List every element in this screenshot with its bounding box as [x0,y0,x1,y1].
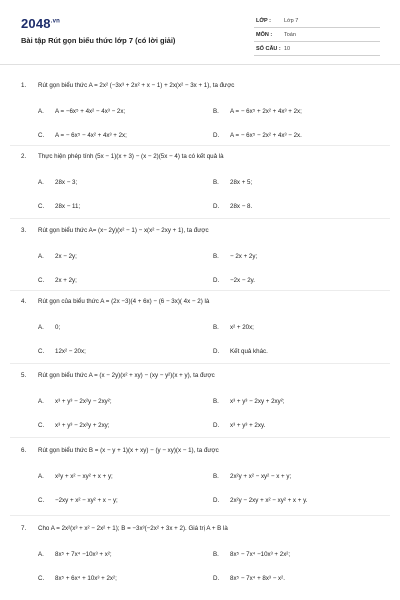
option-label: B. [213,551,219,558]
option-text: 8x⁵ + 6x⁴ + 10x³ + 2x²; [55,575,117,582]
meta-value: Lớp 7 [284,18,299,24]
option-text: x³ + y³ − 2x²y + 2xy; [55,422,110,429]
question [0,372,400,432]
option-text: x² + 20x; [230,324,254,331]
option-label: D. [213,497,220,504]
question-text: Rút gọn biểu thức A = (x − 2y)(x² + xy) − (xy − y²)(x + y), ta được [38,372,215,379]
question-number: 2. [21,153,27,160]
meta-label: MÔN : [256,32,273,38]
option-label: D. [213,422,220,429]
question [0,447,400,507]
question-text: Thực hiện phép tính (5x − 1)(x + 3) − (x − 2)(5x − 4) ta có kết quả là [38,153,224,160]
question-text: Rút gọn biểu thức A= (x− 2y)(x² − 1) − x(x² − 2xy + 1), ta được [38,227,209,234]
option-text: x³ + y³ + 2xy. [230,422,266,429]
meta-row-subject [254,29,380,42]
question-text: Rút gọn biểu thức B = (x − y + 1)(x + xy) − (y − xy)(x − 1), ta được [38,447,219,454]
option-text: x³ + y³ − 2xy + 2xy²; [230,398,285,405]
option-label: A. [38,473,44,480]
option-text: − 2x + 2y; [230,253,258,260]
option-label: C. [38,497,45,504]
option-label: C. [38,203,45,210]
logo-text: 2048 [21,16,51,31]
meta-value: Toán [284,32,296,38]
option-label: D. [213,203,220,210]
document-header [0,0,400,64]
question-number: 4. [21,298,27,305]
meta-label: SỐ CÂU : [256,46,281,52]
option-text: 0; [55,324,61,331]
option-label: A. [38,324,44,331]
question-number: 1. [21,82,27,89]
question-divider [10,363,390,364]
header-divider [0,64,400,65]
option-label: D. [213,277,220,284]
option-label: B. [213,179,219,186]
option-text: 28x − 8. [230,203,253,210]
question-text: Rút gọn biểu thức A = 2x² (−3x³ + 2x² + x − 1) + 2x(x² − 3x + 1), ta được [38,82,235,89]
question [0,298,400,358]
option-label: B. [213,253,219,260]
option-label: D. [213,575,220,582]
option-label: C. [38,422,45,429]
question-divider [10,515,390,516]
option-label: B. [213,108,219,115]
question-divider [10,145,390,146]
option-text: 8x⁵ − 7x⁴ −10x³ + 2x²; [230,551,291,558]
option-text: 2x + 2y; [55,277,77,284]
question-divider [10,290,390,291]
option-label: A. [38,551,44,558]
meta-label: LỚP : [256,18,271,24]
question-number: 5. [21,372,27,379]
option-text: 28x + 5; [230,179,253,186]
option-label: A. [38,398,44,405]
option-text: 2x − 2y; [55,253,77,260]
question-divider [10,437,390,438]
option-label: D. [213,348,220,355]
option-text: 2x²y + x² − xy² − x + y; [230,473,292,480]
option-text: 8x⁵ − 7x⁴ + 8x³ − x². [230,575,285,582]
logo-suffix: .vn [50,18,61,25]
question-number: 7. [21,525,27,532]
option-text: 28x − 11; [55,203,81,210]
meta-row-class [254,15,380,28]
option-label: A. [38,179,44,186]
question-number: 6. [21,447,27,454]
question [0,82,400,142]
option-text: Kết quả khác. [230,348,268,355]
option-text: 8x⁵ + 7x⁴ −10x³ + x²; [55,551,112,558]
meta-row-count [254,43,380,56]
option-label: A. [38,108,44,115]
option-label: C. [38,348,45,355]
question-text: Cho A = 2x²(x³ + x² − 2x² + 1); B = −3x³(−2x² + 3x + 2). Giá trị A + B là [38,525,228,532]
option-text: A = − 6x⁵ − 4x² + 4x³ + 2x; [55,132,127,139]
option-text: A = −6x⁵ + 4x² − 4x³ − 2x; [55,108,126,115]
site-logo[interactable] [21,16,60,31]
option-label: C. [38,575,45,582]
option-text: x³ + y³ − 2x²y − 2xy²; [55,398,112,405]
document-title: Bài tập Rút gọn biểu thức lớp 7 (có lời giải) [21,36,176,45]
option-label: B. [213,324,219,331]
option-text: −2xy + x² − xy² + x − y; [55,497,118,504]
question-text: Rút gọn của biểu thức A = (2x −3)(4 + 6x) − (6 − 3x)( 4x − 2) là [38,298,210,305]
question [0,525,400,585]
option-label: B. [213,398,219,405]
question-number: 3. [21,227,27,234]
option-text: 28x − 3; [55,179,78,186]
option-label: A. [38,253,44,260]
option-text: 2x²y − 2xy + x² − xy² + x + y. [230,497,308,504]
option-label: B. [213,473,219,480]
option-text: A = − 6x⁵ − 2x² + 4x³ − 2x. [230,132,302,139]
option-label: C. [38,132,45,139]
question [0,153,400,213]
option-text: x²y + x² − xy² + x + y; [55,473,113,480]
option-label: C. [38,277,45,284]
question [0,227,400,287]
option-text: A = − 6x⁵ + 2x² + 4x³ + 2x; [230,108,302,115]
option-text: −2x − 2y. [230,277,255,284]
option-text: 12x² − 20x; [55,348,86,355]
option-label: D. [213,132,220,139]
question-divider [10,218,390,219]
meta-value: 10 [284,46,291,52]
